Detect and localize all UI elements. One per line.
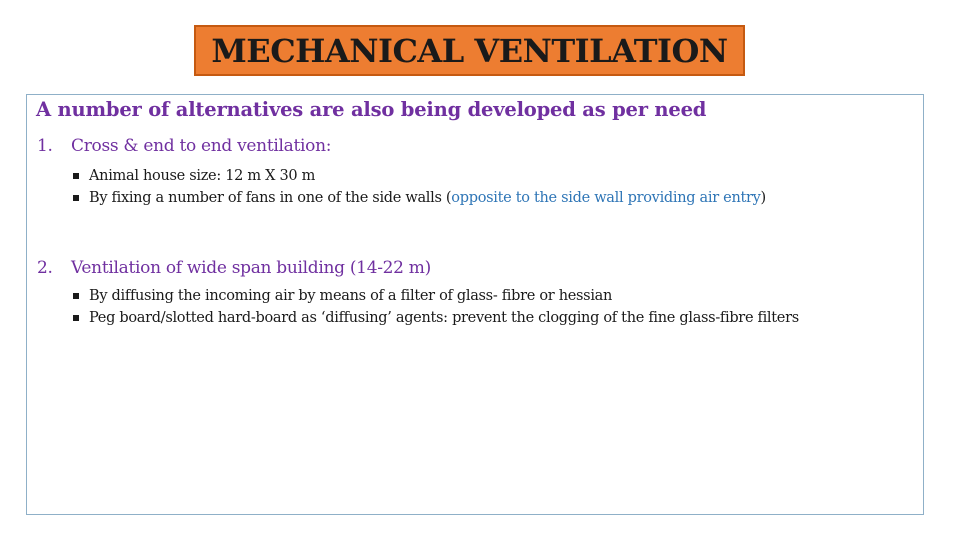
slide-title-box bbox=[194, 25, 745, 76]
item-number: 1. bbox=[37, 136, 53, 156]
bullet-item bbox=[73, 165, 912, 187]
item-label: Cross & end to end ventilation: bbox=[71, 136, 332, 156]
bullet-item bbox=[73, 307, 912, 329]
bullet-text: Animal house size: 12 m X 30 m bbox=[89, 168, 316, 184]
item-label: Ventilation of wide span building (14-22 m) bbox=[71, 258, 431, 278]
item-number: 2. bbox=[37, 258, 53, 278]
bullet-highlight-text: opposite to the side wall providing air entry bbox=[451, 190, 761, 206]
square-bullet-icon bbox=[73, 173, 79, 179]
list-item-wide-span-ventilation bbox=[37, 258, 431, 278]
bullet-text-after: ) bbox=[760, 190, 766, 206]
list-item-cross-ventilation bbox=[37, 136, 331, 156]
bullet-text: Peg board/slotted hard-board as ‘diffusing’ agents: prevent the clogging of the fine glass-fibre filters bbox=[89, 310, 799, 326]
square-bullet-icon bbox=[73, 315, 79, 321]
bullet-item bbox=[73, 187, 912, 209]
section-heading: A number of alternatives are also being developed as per need bbox=[36, 98, 707, 121]
bullet-text: By diffusing the incoming air by means of a filter of glass- fibre or hessian bbox=[89, 288, 613, 304]
bullet-text-before: By fixing a number of fans in one of the side walls ( bbox=[89, 190, 452, 206]
slide-title: MECHANICAL VENTILATION bbox=[211, 31, 728, 70]
bullet-list-cross-ventilation bbox=[73, 165, 912, 209]
bullet-list-wide-span-ventilation bbox=[73, 285, 912, 329]
square-bullet-icon bbox=[73, 293, 79, 299]
bullet-item bbox=[73, 285, 912, 307]
square-bullet-icon bbox=[73, 195, 79, 201]
content-frame bbox=[26, 94, 924, 515]
